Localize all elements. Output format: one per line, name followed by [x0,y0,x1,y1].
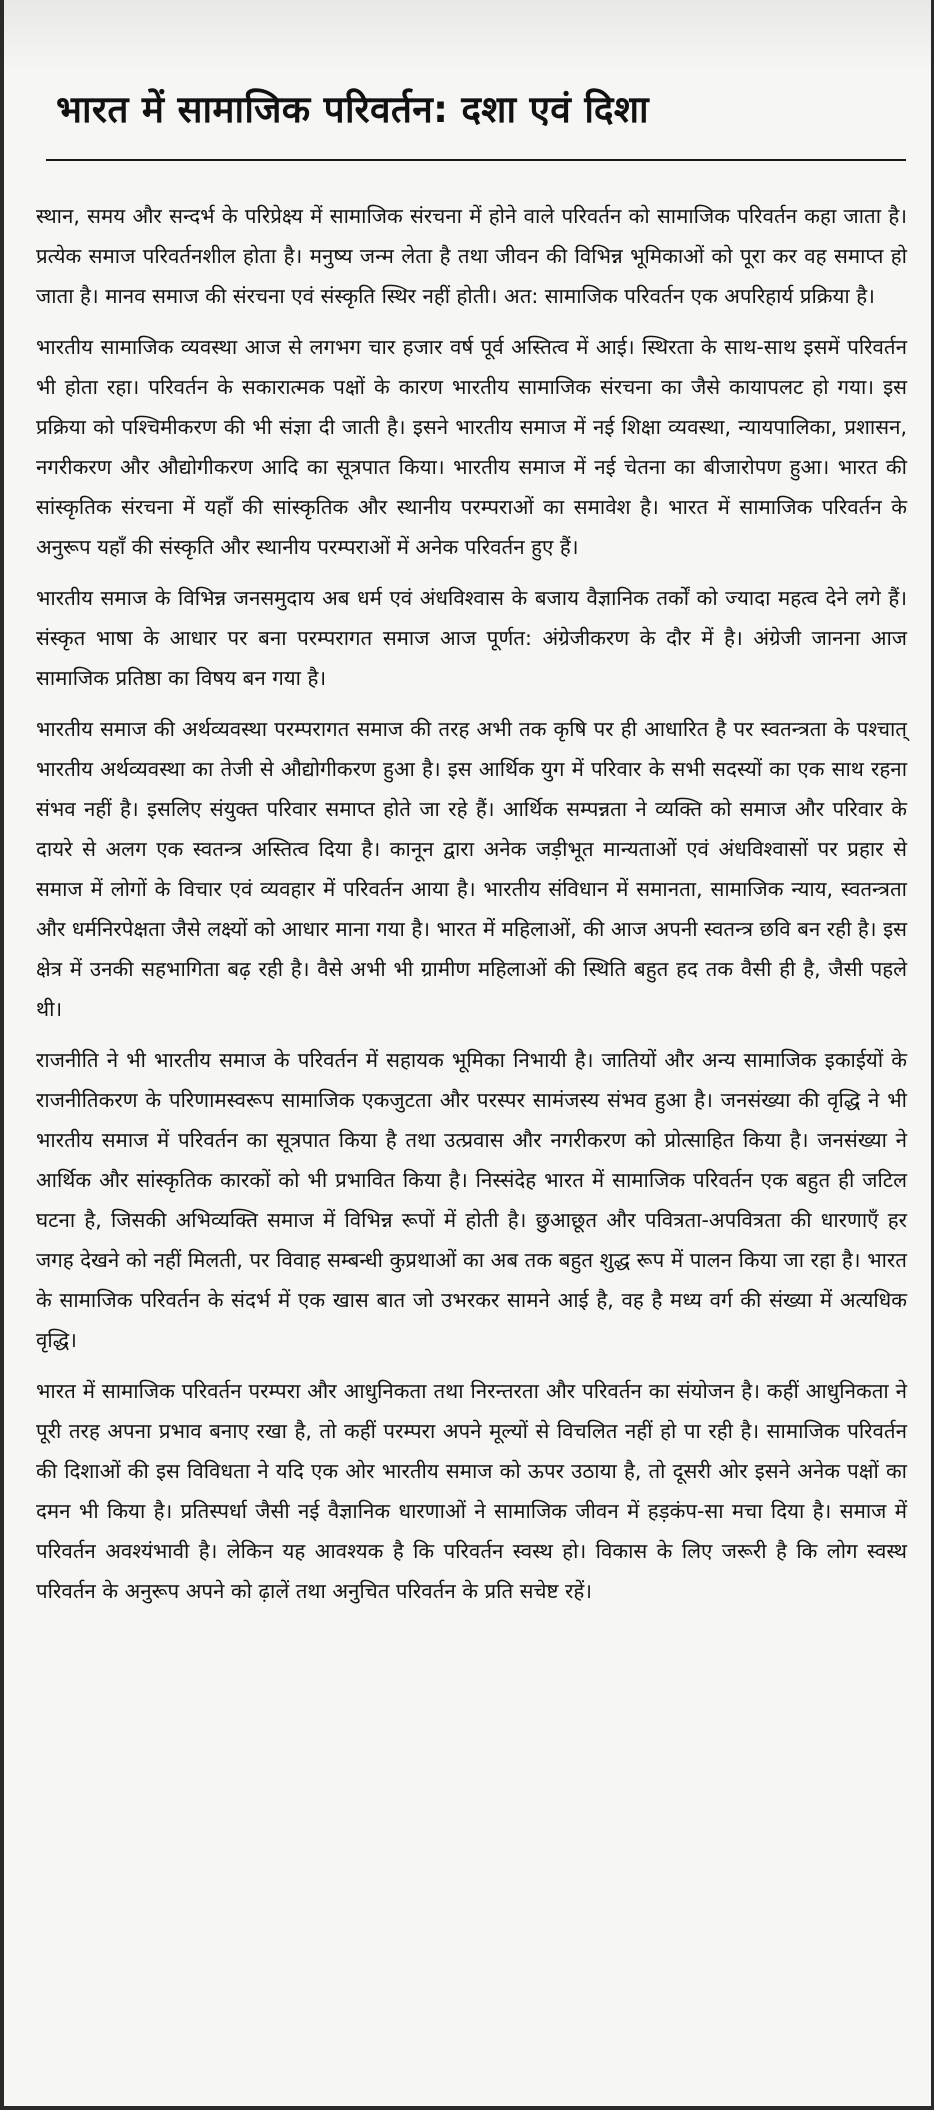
paragraph-4: भारतीय समाज की अर्थव्यवस्था परम्परागत समाज की तरह अभी तक कृषि पर ही आधारित है पर स्वतन्त्रता के पश्चात् भारतीय अर्थव्यवस्था का तेजी से औद्योगीकरण हुआ है। इस आर्थिक युग में परिवार के सभी सदस्यों का एक साथ रहना संभव नहीं है। इसलिए संयुक्त परिवार समाप्त होते जा रहे हैं। आर्थिक सम्पन्नता ने व्यक्ति को समाज और परिवार के दायरे से अलग एक स्वतन्त्र अस्तित्व दिया है। कानून द्वारा अनेक जड़ीभूत मान्यताओं एवं अंधविश्वासों पर प्रहार से समाज में लोगों के विचार एवं व्यवहार में परिवर्तन आया है। भारतीय संविधान में समानता, सामाजिक न्याय, स्वतन्त्रता और धर्मनिरपेक्षता जैसे लक्ष्यों को आधार माना गया है। भारत में महिलाओं, की आज अपनी स्वतन्त्र छवि बन रही है। इस क्षेत्र में उनकी सहभागिता बढ़ रही है। वैसे अभी भी ग्रामीण महिलाओं की स्थिति बहुत हद तक वैसी ही है, जैसी पहले थी। [36,717,907,1021]
article-body [36,196,907,1622]
paragraph-1: स्थान, समय और सन्दर्भ के परिप्रेक्ष्य में सामाजिक संरचना में होने वाले परिवर्तन को सामाजिक परिवर्तन कहा जाता है। प्रत्येक समाज परिवर्तनशील होता है। मनुष्य जन्म लेता है तथा जीवन की विभिन्न भूमिकाओं को पूरा कर वह समाप्त हो जाता है। मानव समाज की संरचना एवं संस्कृति स्थिर नहीं होती। अत: सामाजिक परिवर्तन एक अपरिहार्य प्रक्रिया है। [36,204,907,308]
bleed-through-top [4,0,931,72]
page-title: भारत में सामाजिक परिवर्तन: दशा एवं दिशा [56,88,649,131]
paragraph-6: भारत में सामाजिक परिवर्तन परम्परा और आधुनिकता तथा निरन्तरता और परिवर्तन का संयोजन है। कहीं आधुनिकता ने पूरी तरह अपना प्रभाव बनाए रखा है, तो कहीं परम्परा अपने मूल्यों से विचलित नहीं हो पा रही है। सामाजिक परिवर्तन की दिशाओं की इस विविधता ने यदि एक ओर भारतीय समाज को ऊपर उठाया है, तो दूसरी ओर इसने अनेक पक्षों का दमन भी किया है। प्रतिस्पर्धा जैसी नई वैज्ञानिक धारणाओं ने सामाजिक जीवन में हड़कंप-सा मचा दिया है। समाज में परिवर्तन अवश्यंभावी है। लेकिन यह आवश्यक है कि परिवर्तन स्वस्थ हो। विकास के लिए जरूरी है कि लोग स्वस्थ परिवर्तन के अनुरूप अपने को ढ़ालें तथा अनुचित परिवर्तन के प्रति सचेष्ट रहें। [36,1379,907,1603]
paragraph-2: भारतीय सामाजिक व्यवस्था आज से लगभग चार हजार वर्ष पूर्व अस्तित्व में आई। स्थिरता के साथ-साथ इसमें परिवर्तन भी होता रहा। परिवर्तन के सकारात्मक पक्षों के कारण भारतीय सामाजिक संरचना का जैसे कायापलट हो गया। इस प्रक्रिया को पश्चिमीकरण की भी संज्ञा दी जाती है। इसने भारतीय समाज में नई शिक्षा व्यवस्था, न्यायपालिका, प्रशासन, नगरीकरण और औद्योगीकरण आदि का सूत्रपात किया। भारतीय समाज में नई चेतना का बीजारोपण हुआ। भारत की सांस्कृतिक संरचना में यहाँ की सांस्कृतिक और स्थानीय परम्पराओं का समावेश है। भारत में सामाजिक परिवर्तन के अनुरूप यहाँ की संस्कृति और स्थानीय परम्पराओं में अनेक परिवर्तन हुए हैं। [36,335,907,559]
title-underline [46,159,906,161]
paragraph-5: राजनीति ने भी भारतीय समाज के परिवर्तन में सहायक भूमिका निभायी है। जातियों और अन्य सामाजिक इकाईयों के राजनीतिकरण के परिणामस्वरूप सामाजिक एकजुटता और परस्पर सामंजस्य संभव हुआ है। जनसंख्या की वृद्धि ने भी भारतीय समाज में परिवर्तन का सूत्रपात किया है तथा उत्प्रवास और नगरीकरण को प्रोत्साहित किया है। जनसंख्या ने आर्थिक और सांस्कृतिक कारकों को भी प्रभावित किया है। निस्संदेह भारत में सामाजिक परिवर्तन एक बहुत ही जटिल घटना है, जिसकी अभिव्यक्ति समाज में विभिन्न रूपों में होती है। छुआछूत और पवित्रता-अपवित्रता की धारणाएँ हर जगह देखने को नहीं मिलती, पर विवाह सम्बन्धी कुप्रथाओं का अब तक बहुत शुद्ध रूप में पालन किया जा रहा है। भारत के सामाजिक परिवर्तन के संदर्भ में एक खास बात जो उभरकर सामने आई है, वह है मध्य वर्ग की संख्या में अत्यधिक वृद्धि। [36,1048,907,1352]
paragraph-3: भारतीय समाज के विभिन्न जनसमुदाय अब धर्म एवं अंधविश्वास के बजाय वैज्ञानिक तर्कों को ज्यादा महत्व देने लगे हैं। संस्कृत भाषा के आधार पर बना परम्परागत समाज आज पूर्णत: अंग्रेजीकरण के दौर में है। अंग्रेजी जानना आज सामाजिक प्रतिष्ठा का विषय बन गया है। [36,586,907,690]
